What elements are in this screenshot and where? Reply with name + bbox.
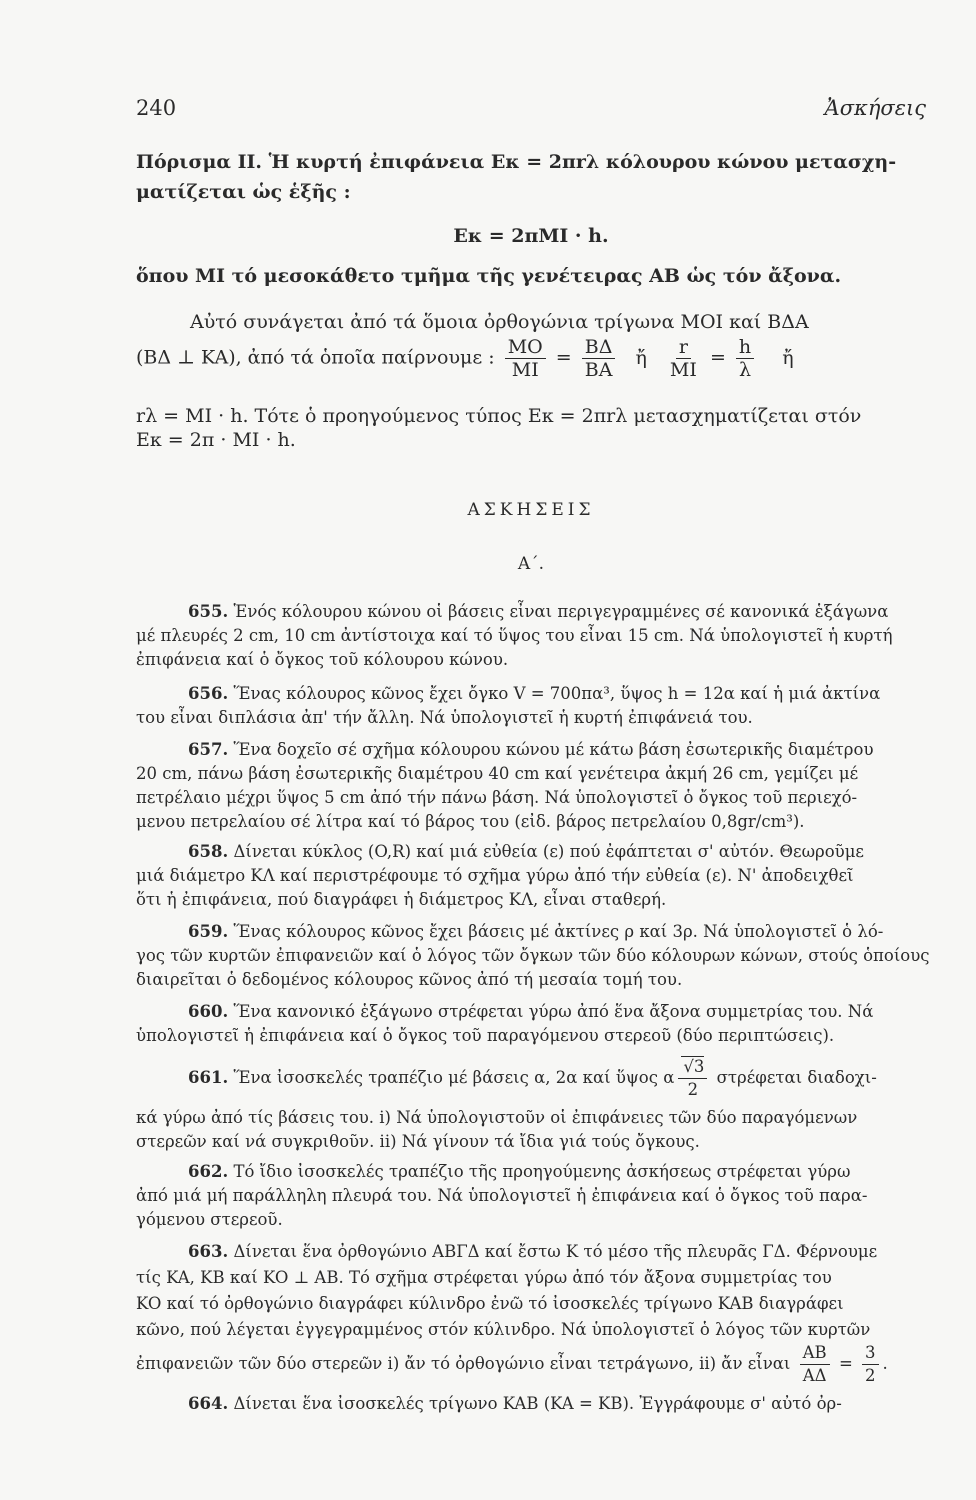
exercise-664-line-1: 664. Δίνεται ἕνα ἰσοσκελές τρίγωνο KAB (KA = KB). Ἐγγράφουμε σ' αὐτό ὀρ-: [188, 1394, 842, 1413]
exercise-657-line-3: πετρέλαιο μέχρι ὕψος 5 cm ἀπό τήν πάνω βάση. Νά ὑπολογιστεῖ ὁ ὄγκος τοῦ περιεχό-: [136, 788, 858, 807]
exercise-659-line-2: γος τῶν κυρτῶν ἐπιφανειῶν καί ὁ λόγος τῶν ὄγκων τῶν δύο κόλουρων κώνων, στούς ὁποίους: [136, 946, 930, 965]
fraction-3-over-2: $\frac{3}{2}$: [862, 1342, 879, 1387]
fraction-ab-ad: $\frac{AB}{A\Delta}$: [800, 1342, 830, 1387]
page-number: 240: [136, 96, 177, 120]
exercise-655-line-3: ἐπιφάνεια καί ὁ ὄγκος τοῦ κόλουρου κώνου.: [136, 650, 509, 669]
fraction-sqrt3-over-2: $\frac{√3}{2}$: [678, 1056, 707, 1101]
proof-line-2: (BΔ ⊥ KA), ἀπό τά ὁποῖα παίρνουμε : $\frac{MO}{MI}$ = $\frac{B\Delta}{BA}$ ἤ $\frac{r}{MI}$ = $\frac{h}{\lambda}$ ἤ: [136, 336, 794, 381]
exercise-663-line-4: κῶνο, πού λέγεται ἐγγεγραμμένος στόν κύλινδρο. Νά ὑπολογιστεῖ ὁ λόγος τῶν κυρτῶν: [136, 1320, 871, 1339]
exercise-660-line-1: 660. Ἕνα κανονικό ἑξάγωνο στρέφεται γύρω ἀπό ἕνα ἄξονα συμμετρίας του. Νά: [188, 1002, 874, 1021]
exercise-656-line-1: 656. Ἕνας κόλουρος κῶνος ἔχει ὄγκο V = 700πα³, ὕψος h = 12α καί ἡ μιά ἀκτίνα: [188, 684, 881, 703]
proof-line-1: Αὐτό συνάγεται ἀπό τά ὅμοια ὀρθογώνια τρίγωνα MOI καί BΔA: [190, 311, 809, 333]
exercise-663-line-3: KO καί τό ὀρθογώνιο διαγράφει κύλινδρο ἐνῶ τό ἰσοσκελές τρίγωνο KAB διαγράφει: [136, 1294, 844, 1313]
exercise-658-line-1: 658. Δίνεται κύκλος (O,R) καί μιά εὐθεία (ε) πού ἐφάπτεται σ' αὐτόν. Θεωροῦμε: [188, 842, 864, 861]
exercise-657-line-4: μενου πετρελαίου σέ λίτρα καί τό βάρος του (εἰδ. βάρος πετρελαίου 0,8gr/cm³).: [136, 812, 805, 831]
fraction-h-lambda: $\frac{h}{\lambda}$: [736, 336, 754, 381]
exercise-662-line-1: 662. Τό ἴδιο ἰσοσκελές τραπέζιο τῆς προηγούμενης ἀσκήσεως στρέφεται γύρω: [188, 1162, 851, 1181]
exercise-663-line-1: 663. Δίνεται ἕνα ὀρθογώνιο ABΓΔ καί ἔστω K τό μέσο τῆς πλευρᾶς ΓΔ. Φέρνουμε: [188, 1242, 878, 1261]
fraction-bd-ba: $\frac{B\Delta}{BA}$: [582, 336, 616, 381]
porisma-line-2: ματίζεται ὡς ἑξῆς :: [136, 181, 351, 203]
section-subtitle: Α΄.: [517, 554, 545, 574]
porisma-line-1: Πόρισμα ΙΙ. Ἡ κυρτή ἐπιφάνεια Eκ = 2πrλ κόλουρου κώνου μετασχη-: [136, 151, 897, 173]
exercise-662-line-3: γόμενου στερεοῦ.: [136, 1210, 283, 1229]
exercise-657-line-2: 20 cm, πάνω βάση ἐσωτερικῆς διαμέτρου 40 cm καί γενέτειρα ἀκμή 26 cm, γεμίζει μέ: [136, 764, 859, 783]
section-title: ΑΣΚΗΣΕΙΣ: [467, 500, 595, 520]
exercise-661-line-1: 661. Ἕνα ἰσοσκελές τραπέζιο μέ βάσεις α, 2α καί ὕψος α $\frac{√3}{2}$ στρέφεται διαδοχι-: [188, 1057, 877, 1099]
proof-line-4: Eκ = 2π · MI · h.: [136, 429, 296, 451]
porisma-line-3: ὅπου MI τό μεσοκάθετο τμῆμα τῆς γενέτειρας AB ὡς τόν ἄξονα.: [136, 265, 842, 287]
proof-line-3: rλ = MI · h. Τότε ὁ προηγούμενος τύπος Eκ = 2πrλ μετασχηματίζεται στόν: [136, 405, 862, 427]
fraction-r-mi: $\frac{r}{MI}$: [669, 336, 697, 381]
exercise-655-line-1: 655. Ἑνός κόλουρου κώνου οἱ βάσεις εἶναι περιγεγραμμένες σέ κανονικά ἑξάγωνα: [188, 602, 889, 621]
exercise-657-line-1: 657. Ἕνα δοχεῖο σέ σχῆμα κόλουρου κώνου μέ κάτω βάση ἐσωτερικῆς διαμέτρου: [188, 740, 874, 759]
exercise-660-line-2: ὑπολογιστεῖ ἡ ἐπιφάνεια καί ὁ ὄγκος τοῦ παραγόμενου στερεοῦ (δύο περιπτώσεις).: [136, 1026, 835, 1045]
exercise-661-line-3: στερεῶν καί νά συγκριθοῦν. ii) Νά γίνουν τά ἴδια γιά τούς ὄγκους.: [136, 1132, 700, 1151]
exercise-658-line-2: μιά διάμετρο KΛ καί περιστρέφουμε τό σχῆμα γύρω ἀπό τήν εὐθεία (ε). Ν' ἀποδειχθεῖ: [136, 866, 854, 885]
running-title: Ἀσκήσεις: [824, 96, 926, 120]
exercise-658-line-3: ὅτι ἡ ἐπιφάνεια, πού διαγράφει ἡ διάμετρος KΛ, εἶναι σταθερή.: [136, 890, 667, 909]
exercise-656-line-2: του εἶναι διπλάσια ἀπ' τήν ἄλλη. Νά ὑπολογιστεῖ ἡ κυρτή ἐπιφάνειά του.: [136, 708, 753, 727]
exercise-661-line-2: κά γύρω ἀπό τίς βάσεις του. i) Νά ὑπολογιστοῦν οἱ ἐπιφάνειες τῶν δύο παραγόμενων: [136, 1108, 858, 1127]
proof-prefix: (BΔ ⊥ KA), ἀπό τά ὁποῖα παίρνουμε :: [136, 346, 495, 369]
exercise-655-line-2: μέ πλευρές 2 cm, 10 cm ἀντίστοιχα καί τό ὕψος του εἶναι 15 cm. Νά ὑπολογιστεῖ ἡ κυρτή: [136, 626, 893, 645]
exercise-659-line-3: διαιρεῖται ὁ δεδομένος κόλουρος κῶνος ἀπό τή μεσαία τομή του.: [136, 970, 683, 989]
fraction-mo-mi: $\frac{MO}{MI}$: [505, 336, 546, 381]
exercise-663-line-5: ἐπιφανειῶν τῶν δύο στερεῶν i) ἄν τό ὀρθογώνιο εἶναι τετράγωνο, ii) ἄν εἶναι $\frac{AB}{A\Delta}$ = $\frac{3}{2}$ .: [136, 1343, 888, 1385]
porisma-formula: Eκ = 2πMI · h.: [453, 225, 609, 247]
exercise-662-line-2: ἀπό μιά μή παράλληλη πλευρά του. Νά ὑπολογιστεῖ ἡ ἐπιφάνεια καί ὁ ὄγκος τοῦ παρα-: [136, 1186, 868, 1205]
exercise-659-line-1: 659. Ἕνας κόλουρος κῶνος ἔχει βάσεις μέ ἀκτίνες ρ καί 3ρ. Νά ὑπολογιστεῖ ὁ λό-: [188, 922, 884, 941]
exercise-663-line-2: τίς KA, KB καί KO ⊥ AB. Τό σχῆμα στρέφεται γύρω ἀπό τόν ἄξονα συμμετρίας του: [136, 1268, 832, 1287]
